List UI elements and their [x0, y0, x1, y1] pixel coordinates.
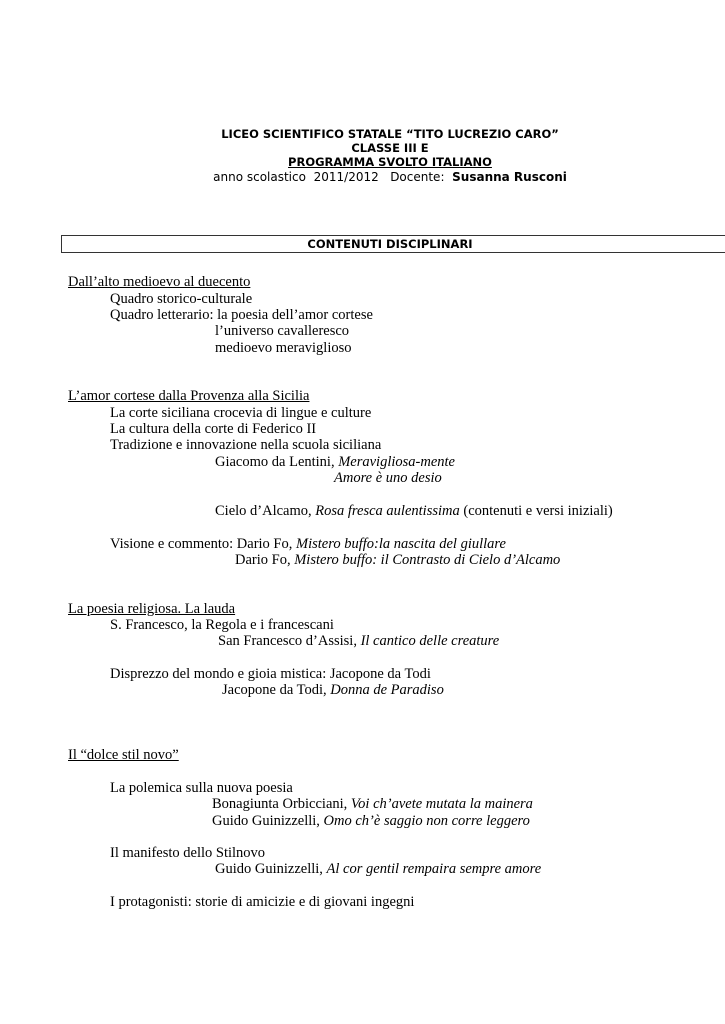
author: Cielo d’Alcamo, — [215, 503, 316, 519]
content-line — [215, 503, 613, 520]
author: Visione e commento: Dario Fo, — [110, 536, 296, 552]
content-line: Quadro storico-culturale — [110, 291, 253, 307]
school-name: LICEO SCIENTIFICO STATALE “TITO LUCREZIO CARO” — [221, 127, 559, 141]
section-heading: Il “dolce stil novo” — [68, 747, 179, 763]
content-line — [215, 861, 541, 878]
work-title: Amore è uno desio — [334, 470, 442, 486]
class-name: CLASSE III E — [351, 141, 429, 155]
content-line: I protagonisti: storie di amicizie e di giovani ingegni — [110, 894, 415, 910]
author: Bonagiunta Orbicciani, — [212, 796, 351, 812]
content-line: La corte siciliana crocevia di lingue e culture — [110, 405, 372, 421]
content-line: Tradizione e innovazione nella scuola siciliana — [110, 437, 382, 453]
author: Guido Guinizzelli, — [212, 813, 324, 829]
content-line: S. Francesco, la Regola e i francescani — [110, 617, 334, 633]
section-heading: Dall’alto medioevo al duecento — [68, 274, 251, 290]
content-line: La cultura della corte di Federico II — [110, 421, 317, 437]
section-heading: La poesia religiosa. La lauda — [68, 601, 236, 617]
content-line: Disprezzo del mondo e gioia mistica: Jacopone da Todi — [110, 666, 431, 682]
author: Dario Fo, — [235, 552, 295, 568]
author: Guido Guinizzelli, — [215, 861, 327, 877]
content-line — [235, 552, 560, 569]
author: Jacopone da Todi, — [222, 682, 331, 698]
content-line: l’universo cavalleresco — [215, 323, 350, 339]
section-title: CONTENUTI DISCIPLINARI — [307, 237, 473, 251]
teacher-name: Susanna Rusconi — [452, 170, 567, 184]
work-title: Omo ch’è saggio non corre leggero — [323, 813, 530, 829]
year-label: anno scolastico — [213, 170, 306, 184]
work-title: Meravigliosa-mente — [338, 454, 455, 470]
work-title: Mistero buffo:la nascita del giullare — [296, 536, 506, 552]
program-title: PROGRAMMA SVOLTO ITALIANO — [288, 155, 492, 169]
teacher-label: Docente: — [390, 170, 445, 184]
content-line: medioevo meraviglioso — [215, 340, 352, 356]
work-title: Al cor gentil rempaira sempre amore — [326, 861, 542, 877]
content-line: Il manifesto dello Stilnovo — [110, 845, 266, 861]
content-line — [110, 536, 506, 553]
work-title: Donna de Paradiso — [330, 682, 444, 698]
content-line: La polemica sulla nuova poesia — [110, 780, 293, 796]
content-line: Quadro letterario: la poesia dell’amor cortese — [110, 307, 373, 323]
author: San Francesco d’Assisi, — [218, 633, 361, 649]
work-title: Mistero buffo: il Contrasto di Cielo d’Alcamo — [294, 552, 561, 568]
content-line — [212, 813, 530, 830]
work-title: Il cantico delle creature — [360, 633, 500, 649]
work-title: Rosa fresca aulentissima — [315, 503, 460, 519]
school-year: 2011/2012 — [313, 170, 379, 184]
section-heading: L’amor cortese dalla Provenza alla Sicilia — [68, 388, 310, 404]
work-title: Voi ch’avete mutata la mainera — [350, 796, 533, 812]
note: (contenuti e versi iniziali) — [459, 503, 613, 519]
content-line — [222, 682, 444, 699]
content-line — [212, 796, 533, 813]
content-line — [334, 470, 442, 487]
content-line — [215, 454, 455, 471]
author: Giacomo da Lentini, — [215, 454, 339, 470]
content-line — [218, 633, 499, 650]
year-teacher-line — [0, 170, 725, 184]
